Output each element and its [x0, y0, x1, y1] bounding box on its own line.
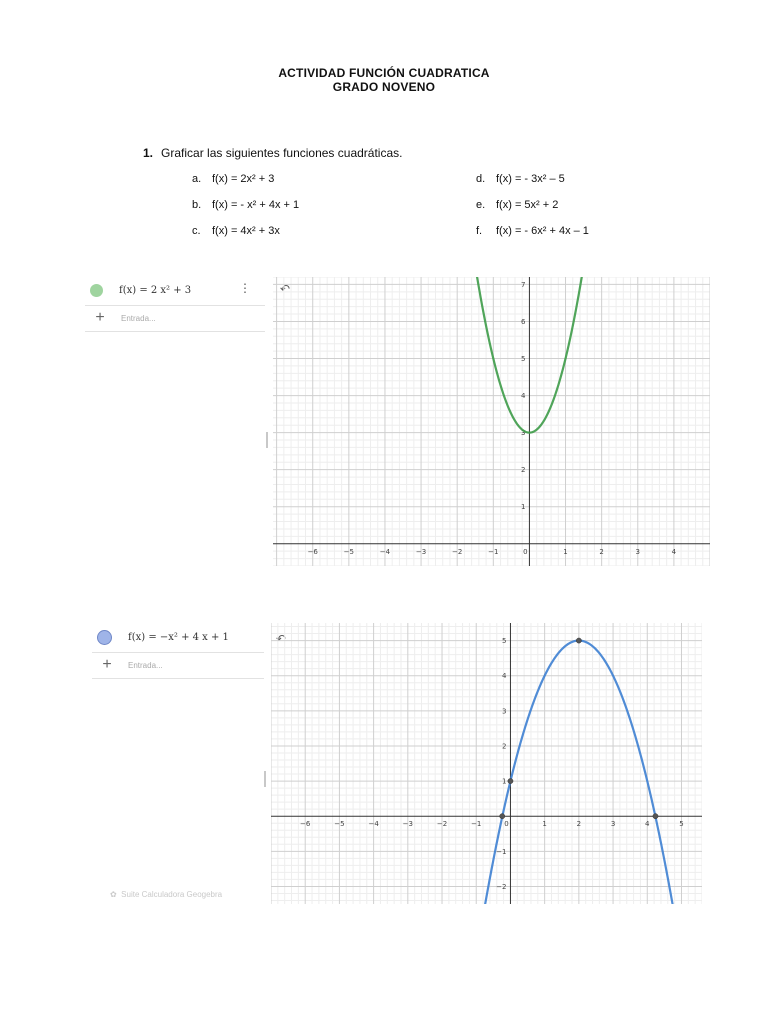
algebra-row-function[interactable] — [92, 622, 264, 653]
footer-text: Suite Calculadora Geogebra — [121, 890, 223, 899]
undo-icon[interactable]: ↶ — [276, 632, 287, 646]
algebra-panel-2 — [92, 622, 264, 904]
panel-resize-handle[interactable] — [266, 432, 268, 448]
kebab-menu-icon[interactable]: ⋮ — [239, 281, 251, 295]
item-letter: c. — [192, 225, 201, 237]
plus-icon[interactable]: + — [95, 309, 105, 326]
item-expression: f(x) = - x² + 4x + 1 — [212, 199, 300, 211]
geogebra-suite-footer[interactable]: ✿ Suite Calculadora Geogebra — [110, 890, 223, 899]
item-expression: f(x) = - 3x² – 5 — [496, 173, 565, 185]
special-point — [653, 814, 658, 819]
y-tick-label: 2 — [501, 742, 507, 751]
x-tick-label: 1 — [563, 547, 568, 556]
item-letter: e. — [476, 199, 486, 211]
item-c — [192, 225, 280, 237]
title-line-1: ACTIVIDAD FUNCIÓN CUADRATICA — [278, 66, 490, 80]
x-tick-label: −5 — [334, 820, 345, 829]
y-tick-label: 6 — [520, 317, 526, 326]
x-tick-label: −4 — [368, 820, 379, 829]
input-placeholder[interactable]: Entrada... — [128, 660, 163, 670]
input-placeholder[interactable]: Entrada... — [121, 313, 156, 323]
x-tick-label: −1 — [471, 820, 482, 829]
question-number: 1. — [143, 146, 154, 160]
function-expression[interactable]: f(x) = 2 x² + 3 — [119, 284, 192, 296]
x-tick-label: 0 — [504, 820, 509, 829]
function-expression[interactable]: f(x) = −x² + 4 x + 1 — [128, 631, 229, 643]
y-tick-label: 3 — [520, 429, 526, 438]
x-tick-label: 3 — [635, 547, 641, 556]
algebra-input-row[interactable] — [85, 305, 265, 332]
x-tick-label: −6 — [300, 820, 311, 829]
x-tick-label: 4 — [671, 547, 677, 556]
x-tick-label: 3 — [610, 820, 616, 829]
x-tick-label: −6 — [307, 547, 318, 556]
item-letter: d. — [476, 173, 486, 185]
y-tick-label: 4 — [520, 392, 526, 401]
x-tick-label: 5 — [679, 820, 684, 829]
y-tick-label: 1 — [520, 503, 526, 512]
item-b — [192, 199, 299, 211]
x-tick-label: −3 — [402, 820, 413, 829]
plus-icon[interactable]: + — [102, 656, 112, 673]
x-tick-label: 2 — [576, 820, 582, 829]
x-tick-label: 1 — [542, 820, 547, 829]
x-tick-label: −3 — [415, 547, 427, 556]
y-tick-label: 3 — [501, 707, 507, 716]
y-tick-label: −1 — [496, 847, 507, 856]
special-point — [576, 638, 581, 643]
x-tick-label: 2 — [599, 547, 604, 556]
item-expression: f(x) = - 6x² + 4x – 1 — [496, 225, 589, 237]
undo-icon[interactable]: ↶ — [280, 282, 291, 296]
y-tick-label: −2 — [496, 882, 507, 891]
algebra-panel-1 — [85, 273, 265, 566]
item-d — [476, 173, 565, 185]
y-tick-label: 5 — [520, 355, 526, 364]
x-tick-label: −5 — [343, 547, 355, 556]
question-text: Graficar las siguientes funciones cuadráticas. — [161, 146, 403, 160]
y-tick-label: 2 — [520, 466, 526, 475]
y-tick-label: 7 — [520, 280, 526, 289]
graph-view-1[interactable] — [273, 277, 710, 566]
x-tick-label: 4 — [645, 820, 650, 829]
graph-view-2[interactable] — [271, 623, 702, 904]
y-tick-label: 1 — [501, 777, 507, 786]
x-tick-label: 0 — [523, 547, 528, 556]
item-letter: b. — [192, 199, 202, 211]
visibility-toggle[interactable] — [97, 630, 112, 645]
item-expression: f(x) = 5x² + 2 — [496, 199, 559, 211]
question-1 — [143, 146, 402, 160]
item-letter: a. — [192, 173, 202, 185]
x-tick-label: −2 — [452, 547, 463, 556]
item-e — [476, 199, 558, 211]
x-tick-label: −4 — [379, 547, 391, 556]
item-a — [192, 173, 274, 185]
algebra-input-row[interactable] — [92, 652, 264, 679]
algebra-row-function[interactable] — [85, 275, 265, 306]
y-tick-label: 4 — [501, 672, 507, 681]
title-line-2: GRADO NOVENO — [332, 80, 436, 94]
special-point — [508, 778, 513, 783]
x-tick-label: −1 — [488, 547, 499, 556]
item-expression: f(x) = 4x² + 3x — [212, 225, 280, 237]
special-point — [500, 814, 505, 819]
panel-resize-handle[interactable] — [264, 771, 266, 787]
x-tick-label: −2 — [436, 820, 448, 829]
item-expression: f(x) = 2x² + 3 — [212, 173, 275, 185]
item-f — [476, 225, 589, 237]
y-tick-label: 5 — [501, 637, 507, 646]
item-letter: f. — [476, 225, 483, 237]
visibility-toggle[interactable] — [90, 284, 103, 297]
